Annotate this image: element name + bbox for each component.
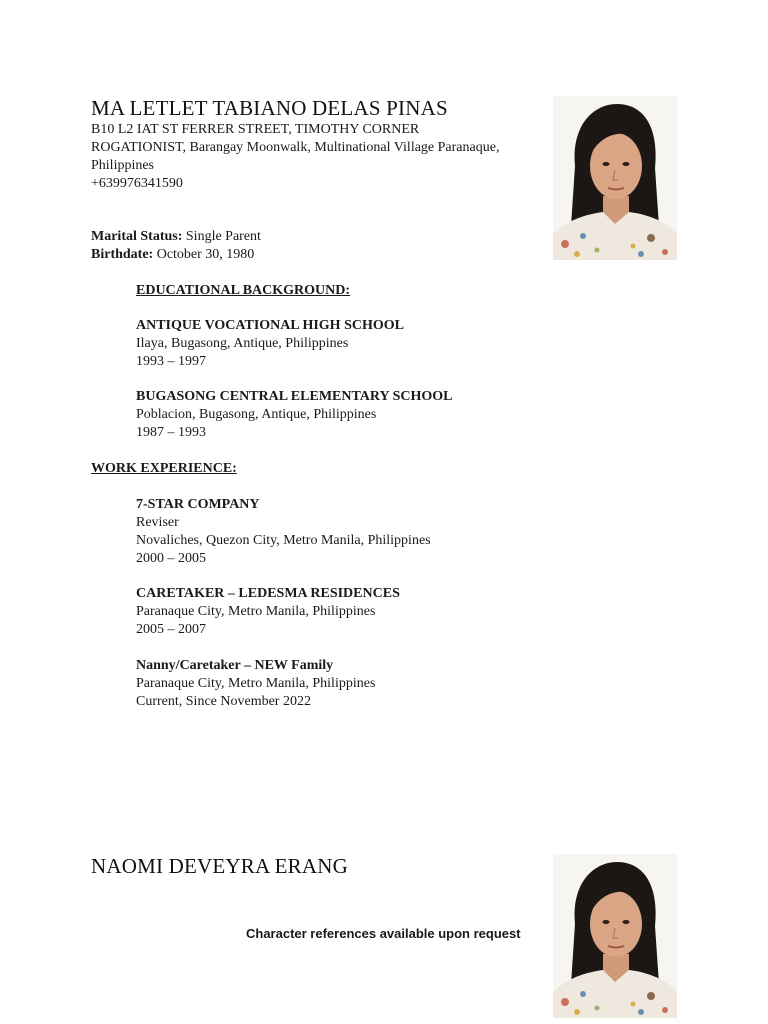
- birthdate-value: October 30, 1980: [156, 247, 255, 262]
- work-entry: [136, 496, 431, 568]
- address-line: ROGATIONIST, Barangay Moonwalk, Multinational Village Paranaque,: [91, 140, 500, 155]
- profile-photo: [553, 854, 677, 1018]
- school-name: BUGASONG CENTRAL ELEMENTARY SCHOOL: [136, 389, 453, 404]
- work-years: 2005 – 2007: [136, 622, 206, 637]
- address-line: B10 L2 IAT ST FERRER STREET, TIMOTHY CORNER: [91, 122, 420, 137]
- portrait-icon: [553, 96, 677, 260]
- resume-name: NAOMI DEVEYRA ERANG: [91, 854, 348, 878]
- birthdate-label: Birthdate:: [91, 247, 154, 262]
- education-entry: [136, 388, 453, 442]
- address-block: [91, 121, 499, 193]
- work-heading: WORK EXPERIENCE:: [91, 461, 237, 476]
- marital-status-value: Single Parent: [185, 229, 261, 244]
- school-name: ANTIQUE VOCATIONAL HIGH SCHOOL: [136, 318, 404, 333]
- work-location: Paranaque City, Metro Manila, Philippines: [136, 604, 376, 619]
- school-location: Poblacion, Bugasong, Antique, Philippines: [136, 407, 377, 422]
- profile-photo: [553, 96, 677, 260]
- employer-name: Nanny/Caretaker – NEW Family: [136, 658, 334, 673]
- references-note: Character references available upon request: [246, 926, 521, 941]
- birthdate-row: [91, 246, 261, 264]
- work-location: Novaliches, Quezon City, Metro Manila, Philippines: [136, 533, 431, 548]
- marital-status-row: [91, 228, 261, 246]
- work-location: Paranaque City, Metro Manila, Philippines: [136, 676, 376, 691]
- work-years: 2000 – 2005: [136, 551, 206, 566]
- education-heading: EDUCATIONAL BACKGROUND:: [136, 283, 351, 298]
- education-entry: [136, 317, 404, 371]
- school-years: 1993 – 1997: [136, 354, 206, 369]
- job-role: Reviser: [136, 515, 179, 530]
- work-entry: [136, 585, 400, 639]
- address-line: Philippines: [91, 158, 155, 173]
- work-entry: [136, 657, 375, 711]
- phone-number: +639976341590: [91, 176, 183, 191]
- marital-status-label: Marital Status:: [91, 229, 183, 244]
- school-location: Ilaya, Bugasong, Antique, Philippines: [136, 336, 349, 351]
- personal-info: [91, 228, 261, 264]
- work-years: Current, Since November 2022: [136, 694, 311, 709]
- portrait-icon: [553, 854, 677, 1018]
- employer-name: CARETAKER – LEDESMA RESIDENCES: [136, 586, 400, 601]
- resume-name: MA LETLET TABIANO DELAS PINAS: [91, 96, 448, 120]
- school-years: 1987 – 1993: [136, 425, 206, 440]
- employer-name: 7-STAR COMPANY: [136, 497, 260, 512]
